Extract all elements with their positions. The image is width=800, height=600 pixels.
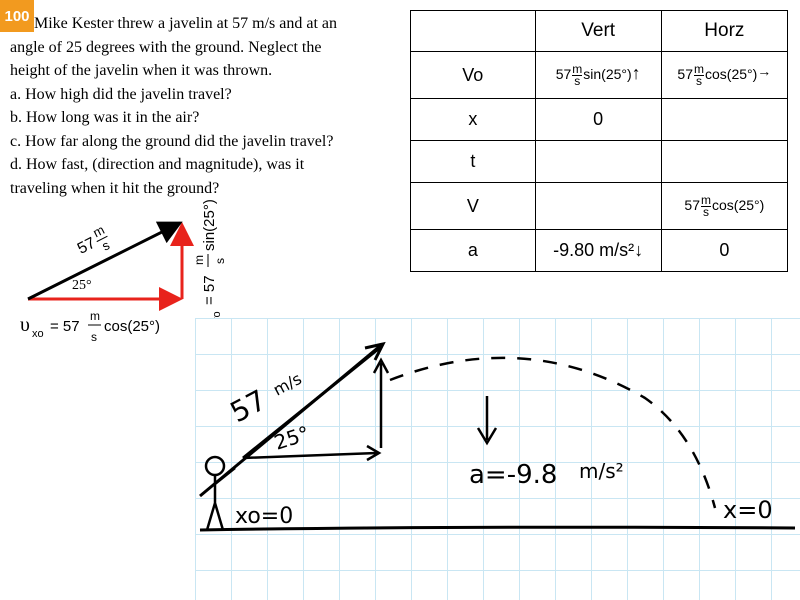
vy-unit-den: s [213, 258, 227, 264]
table-header-vert: Vert [535, 11, 661, 52]
table-row [411, 182, 788, 229]
stick-figure-head [206, 457, 224, 475]
v-horz-expression: 57 $\frac{m}{s}$ cos(25°) [684, 192, 765, 219]
problem-question-b: b. How long was it in the air? [10, 109, 200, 126]
vx-unit-den: s [91, 330, 97, 344]
sketch-speed-value: 57 [224, 383, 272, 430]
vx-symbol: υ [20, 314, 30, 336]
vertical-velocity-arrow [374, 360, 388, 448]
row-label-t: t [411, 141, 536, 183]
arrow-down-icon: ↓ [634, 240, 644, 261]
hyp-unit-num: m [90, 221, 107, 241]
table-row [411, 230, 788, 272]
sketch-start-label: xo=0 [235, 504, 294, 529]
problem-line: angle of 25 degrees with the ground. Neglect the [10, 38, 322, 56]
hyp-unit-den: s [99, 237, 113, 254]
vo-horz-expression: 57 $\frac{m}{s}$ cos(25°) [677, 61, 758, 88]
gravity-arrow [478, 396, 496, 443]
arrow-up-icon: ↑ [631, 63, 641, 84]
table-header-row [411, 11, 788, 52]
kinematics-table [410, 10, 788, 272]
sketch-angle: 25° [271, 420, 313, 455]
vy-unit-num: m [192, 255, 206, 265]
cell-a-vert [535, 230, 661, 272]
hyp-value: 57 [74, 234, 99, 258]
problem-line: traveling when it hit the ground? [10, 179, 220, 197]
vx-unit-num: m [90, 309, 100, 323]
sketch-acceleration: a=-9.8 [469, 460, 558, 490]
vy-equals: = 57 [201, 275, 218, 305]
cell-t-vert [535, 141, 661, 183]
cell-v-vert [535, 182, 661, 229]
horizontal-velocity-arrow [243, 446, 379, 460]
vx-subscript: xo [32, 328, 44, 340]
a-vert-value: -9.80 m/s² [553, 240, 635, 261]
problem-question-a: a. How high did the javelin travel? [10, 85, 232, 103]
cell-t-horz [661, 141, 787, 183]
vx-trig: cos(25°) [104, 318, 161, 335]
vy-trig: sin(25°) [201, 199, 218, 251]
cell-vo-vert [535, 52, 661, 99]
vo-vert-expression: 57 $\frac{m}{s}$ sin(25°) [555, 61, 632, 88]
javelin-trajectory-sketch [195, 318, 800, 600]
row-label-x: x [411, 99, 536, 141]
row-label-a: a [411, 230, 536, 272]
sketch-acceleration-unit: m/s² [579, 459, 624, 483]
slide-number-badge: 100 [0, 0, 34, 32]
problem-statement [10, 12, 400, 200]
table-row [411, 99, 788, 141]
angle-label: 25° [72, 278, 92, 293]
cell-vo-horz [661, 52, 787, 99]
problem-question-d: d. How fast, (direction and magnitude), was it [10, 156, 305, 173]
cell-x-horz [661, 99, 787, 141]
sketch-end-label: x=0 [723, 496, 773, 524]
sketch-speed-unit: m/s [269, 368, 305, 400]
table-row [411, 52, 788, 99]
arrow-right-icon: → [757, 63, 772, 80]
cell-v-horz [661, 182, 787, 229]
problem-question-c: c. How far along the ground did the javelin travel? [10, 132, 334, 150]
cell-a-horz: 0 [661, 230, 787, 272]
table-header-empty [411, 11, 536, 52]
cell-x-vert: 0 [535, 99, 661, 141]
problem-line: height of the javelin when it was thrown. [10, 62, 273, 79]
row-label-v: V [411, 182, 536, 229]
table-row [411, 141, 788, 183]
row-label-vo: Vo [411, 52, 536, 99]
vx-equals: = 57 [50, 318, 80, 335]
problem-line: Mike Kester threw a javelin at 57 m/s and at an [34, 15, 338, 32]
table-header-horz: Horz [661, 11, 787, 52]
